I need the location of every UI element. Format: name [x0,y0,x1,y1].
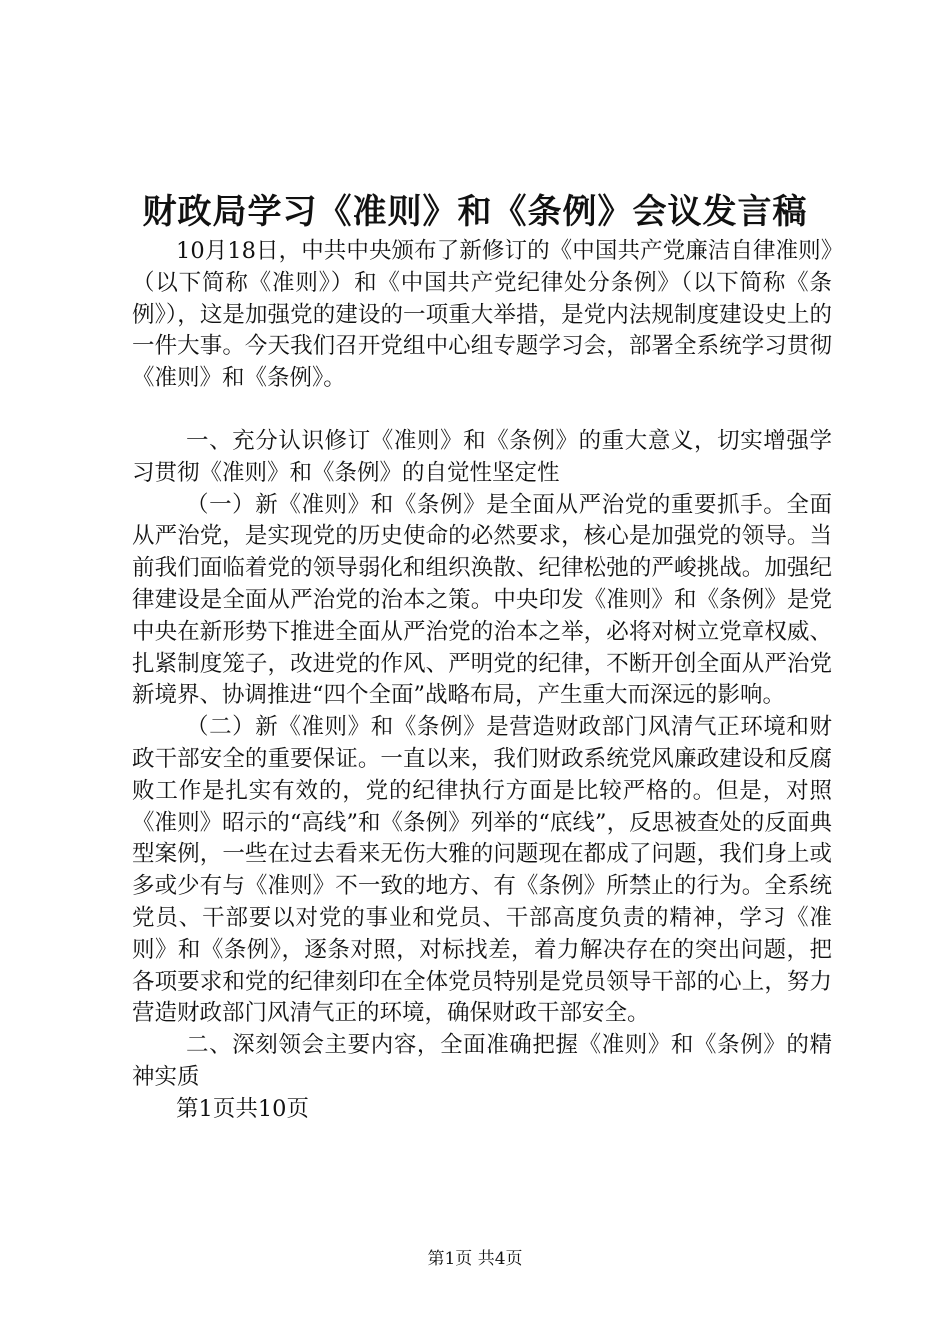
page-footer: 第1页 共4页 [427,1249,523,1269]
document-body [132,236,832,1126]
document-title: 财政局学习《准则》和《条例》会议发言稿 [142,192,808,232]
subsection-1-paragraph: （一）新《准则》和《条例》是全面从严治党的重要抓手。全面从严治党，是实现党的历史使命的必然要求，核心是加强党的领导。当前我们面临着党的领导弱化和组织涣散、纪律松弛的严峻挑战。加强纪律建设是全面从严治党的治本之策。中央印发《准则》和《条例》是党中央在新形势下推进全面从严治党的治本之举，必将对树立党章权威、扎紧制度笼子，改进党的作风、严明党的纪律，不断开创全面从严治党新境界、协调推进“四个全面”战略布局，产生重大而深远的影响。 [132,491,832,709]
subsection-2-paragraph: （二）新《准则》和《条例》是营造财政部门风清气正环境和财政干部安全的重要保证。一直以来，我们财政系统党风廉政建设和反腐败工作是扎实有效的，党的纪律执行方面是比较严格的。但是，对照《准则》昭示的“高线”和《条例》列举的“底线”，反思被查处的反面典型案例，一些在过去看来无伤大雅的问题现在都成了问题，我们身上或多或少有与《准则》不一致的地方、有《条例》所禁止的行为。全系统党员、干部要以对党的事业和党员、干部高度负责的精神，学习《准则》和《条例》，逐条对照，对标找差，着力解决存在的突出问题，把各项要求和党的纪律刻印在全体党员特别是党员领导干部的心上，努力营造财政部门风清气正的环境，确保财政干部安全。 [132,714,832,1027]
inline-page-label: 第1页共10页 [176,1095,309,1122]
section-heading-2: 二、深刻领会主要内容，全面准确把握《准则》和《条例》的精神实质 [132,1032,832,1090]
section-heading-1: 一、充分认识修订《准则》和《条例》的重大意义，切实增强学习贯彻《准则》和《条例》的自觉性坚定性 [132,427,832,486]
paragraph-gap [132,395,832,426]
intro-paragraph: 10月18日，中共中央颁布了新修订的《中国共产党廉洁自律准则》（以下简称《准则》）和《中国共产党纪律处分条例》（以下简称《条例》），这是加强党的建设的一项重大举措，是党内法规制度建设史上的一件大事。今天我们召开党组中心组专题学习会，部署全系统学习贯彻《准则》和《条例》。 [132,238,832,392]
